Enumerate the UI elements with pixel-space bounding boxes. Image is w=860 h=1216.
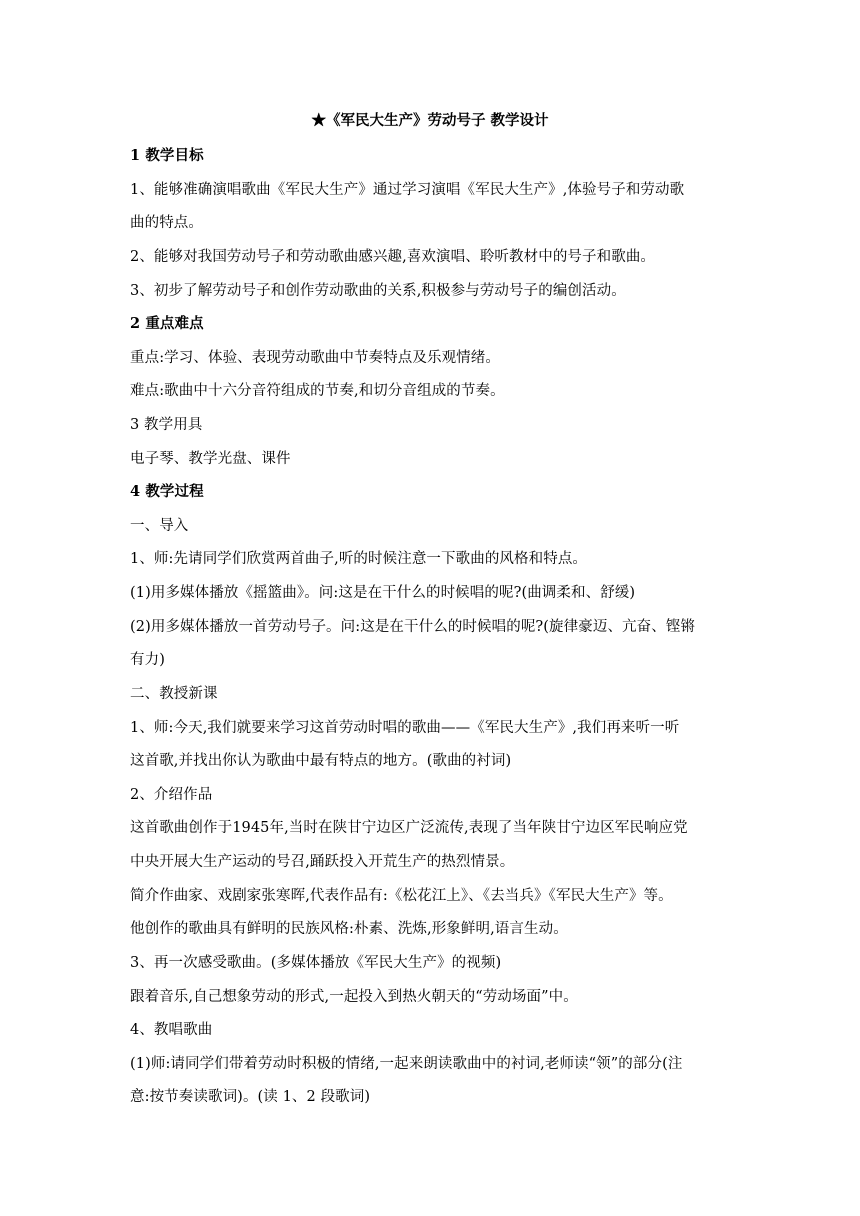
heading-teaching-process: 4 教学过程 — [130, 483, 204, 500]
intro-step-1: 1、师:先请同学们欣赏两首曲子,听的时候注意一下歌曲的风格和特点。 — [130, 551, 588, 567]
goal-1-line-1: 1、能够准确演唱歌曲《军民大生产》通过学习演唱《军民大生产》,体验号子和劳动歌 — [130, 182, 685, 198]
teaching-tools: 电子琴、教学光盘、课件 — [130, 451, 291, 467]
lesson-step-4-a-line-1: (1)师:请同学们带着劳动时积极的情绪,一起来朗读歌曲中的衬词,老师读“领”的部分(注 — [130, 1056, 683, 1072]
goal-3: 3、初步了解劳动号子和创作劳动歌曲的关系,积极参与劳动号子的编创活动。 — [130, 283, 626, 299]
lesson-step-3: 3、再一次感受歌曲。(多媒体播放《军民大生产》的视频) — [130, 955, 502, 971]
intro-step-1-a: (1)用多媒体播放《摇篮曲》。问:这是在干什么的时候唱的呢?(曲调柔和、舒缓) — [130, 585, 636, 601]
composer-intro-line-2: 他创作的歌曲具有鲜明的民族风格:朴素、洗炼,形象鲜明,语言生动。 — [130, 921, 568, 937]
work-intro-line-2: 中央开展大生产运动的号召,踊跃投入开荒生产的热烈情景。 — [130, 854, 515, 870]
key-point: 重点:学习、体验、表现劳动歌曲中节奏特点及乐观情绪。 — [130, 350, 500, 366]
goal-1-line-2: 曲的特点。 — [130, 215, 203, 231]
lesson-step-2: 2、介绍作品 — [130, 787, 213, 803]
goal-2: 2、能够对我国劳动号子和劳动歌曲感兴趣,喜欢演唱、聆听教材中的号子和歌曲。 — [130, 249, 656, 265]
lesson-step-4: 4、教唱歌曲 — [130, 1022, 213, 1038]
composer-intro-line-1: 简介作曲家、戏剧家张寒晖,代表作品有:《松花江上》、《去当兵》《军民大生产》等。 — [130, 888, 673, 904]
section-introduction: 一、导入 — [130, 518, 189, 534]
work-intro-line-1: 这首歌曲创作于1945年,当时在陕甘宁边区广泛流传,表现了当年陕甘宁边区军民响应党 — [130, 820, 688, 836]
difficult-point: 难点:歌曲中十六分音符组成的节奏,和切分音组成的节奏。 — [130, 383, 505, 399]
heading-key-points: 2 重点难点 — [130, 315, 204, 332]
intro-step-1-b-line-2: 有力) — [130, 652, 165, 668]
lesson-step-1-line-1: 1、师:今天,我们就要来学习这首劳动时唱的歌曲——《军民大生产》,我们再来听一听 — [130, 720, 680, 736]
lesson-step-4-a-line-2: 意:按节奏读歌词)。(读 1、2 段歌词) — [130, 1089, 371, 1105]
heading-teaching-goals: 1 教学目标 — [130, 147, 204, 164]
lesson-step-1-line-2: 这首歌,并找出你认为歌曲中最有特点的地方。(歌曲的衬词) — [130, 753, 512, 769]
heading-teaching-tools: 3 教学用具 — [130, 417, 203, 433]
section-new-lesson: 二、教授新课 — [130, 686, 218, 702]
lesson-step-3-detail: 跟着音乐,自己想象劳动的形式,一起投入到热火朝天的“劳动场面”中。 — [130, 989, 578, 1005]
intro-step-1-b-line-1: (2)用多媒体播放一首劳动号子。问:这是在干什么的时候唱的呢?(旋律豪迈、亢奋、铿锵 — [130, 619, 696, 635]
document-title: ★《军民大生产》劳动号子 教学设计 — [311, 112, 549, 129]
